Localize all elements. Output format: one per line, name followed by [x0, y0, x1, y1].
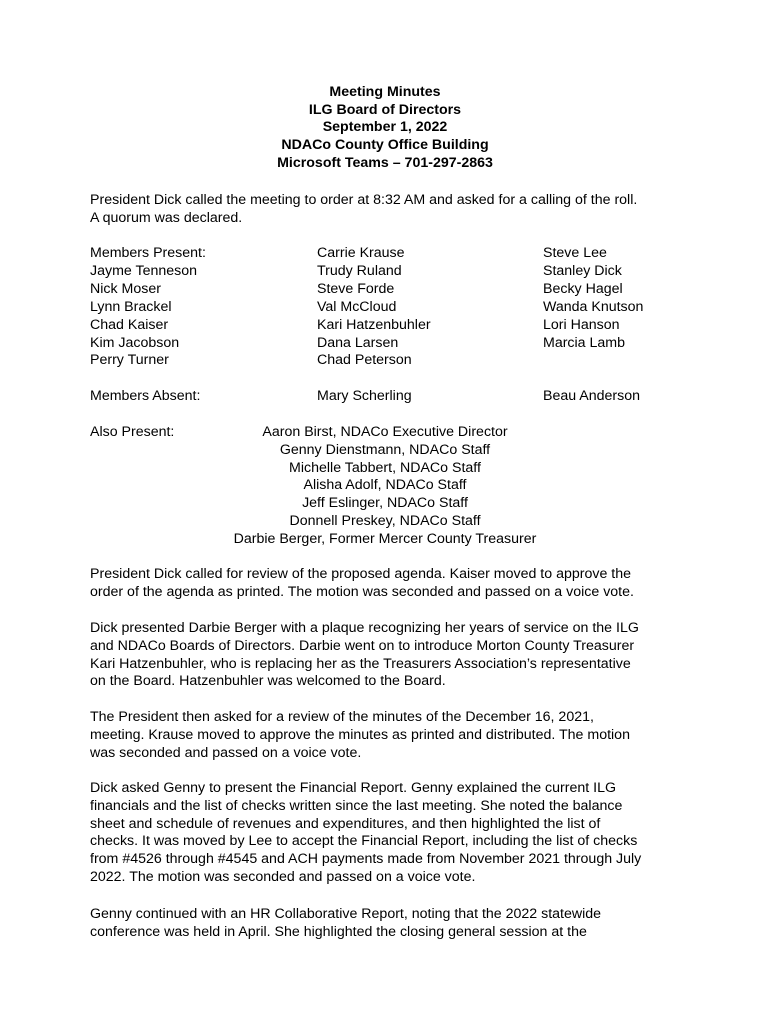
text-line: The President then asked for a review of the minutes of the December 16, 2021, [90, 709, 594, 725]
guest-name: Aaron Birst, NDACo Executive Director [262, 424, 508, 440]
minutes-review-paragraph [90, 709, 690, 762]
header-line: ILG Board of Directors [308, 101, 462, 118]
text-line: on the Board. Hatzenbuhler was welcomed to the Board. [90, 673, 446, 690]
guest-name: Donnell Preskey, NDACo Staff [289, 512, 481, 529]
members-absent-label: Members Absent: [90, 388, 201, 404]
member-name: Becky Hagel [543, 280, 623, 297]
minutes-header [0, 84, 770, 173]
member-name: Carrie Krause [317, 245, 405, 261]
text-line: sheet and schedule of revenues and expenditures, and then highlighted the list of [90, 815, 601, 832]
text-line: financials and the list of checks written since the last meeting. She noted the balance [90, 797, 623, 814]
member-name: Nick Moser [90, 280, 161, 297]
text-line: order of the agenda as printed. The motion was seconded and passed on a voice vote. [90, 583, 634, 600]
guest-name: Jeff Eslinger, NDACo Staff [302, 495, 468, 512]
text-line: from #4526 through #4545 and ACH payments made from November 2021 through July [90, 851, 642, 868]
member-name: Kari Hatzenbuhler [317, 316, 431, 333]
member-name: Chad Kaiser [90, 316, 169, 333]
text-line: Genny continued with an HR Collaborative Report, noting that the 2022 statewide [90, 906, 602, 922]
text-line: checks. It was moved by Lee to accept the Financial Report, including the list of checks [90, 833, 638, 850]
absent-member-name: Mary Scherling [317, 388, 412, 404]
intro-paragraph [90, 192, 690, 228]
member-name: Dana Larsen [317, 334, 399, 351]
member-name: Marcia Lamb [543, 334, 626, 351]
text-line: was seconded and passed on a voice vote. [90, 744, 362, 761]
members-present-col3 [543, 245, 643, 352]
text-line: 2022. The motion was seconded and passed on a voice vote. [90, 868, 476, 885]
guest-name: Alisha Adolf, NDACo Staff [303, 477, 467, 494]
guest-name: Michelle Tabbert, NDACo Staff [289, 459, 481, 476]
plaque-paragraph [90, 620, 690, 691]
member-name: Val McCloud [317, 298, 397, 315]
member-name: Kim Jacobson [90, 334, 180, 351]
also-present-label: Also Present: [90, 424, 175, 440]
also-present-list [0, 424, 770, 549]
member-name: Lynn Brackel [90, 298, 172, 315]
member-name: Stanley Dick [543, 262, 622, 279]
text-line: Dick presented Darbie Berger with a plaque recognizing her years of service on the ILG [90, 620, 639, 636]
absent-member-name: Beau Anderson [543, 388, 641, 404]
header-line: Meeting Minutes [329, 84, 441, 100]
member-name: Lori Hanson [543, 316, 620, 333]
header-line: Microsoft Teams – 701-297-2863 [277, 154, 493, 171]
header-line: NDACo County Office Building [281, 137, 489, 154]
member-name: Jayme Tenneson [90, 262, 198, 279]
text-line: conference was held in April. She highlighted the closing general session at the [90, 923, 587, 940]
member-name: Wanda Knutson [543, 298, 644, 315]
member-name: Trudy Ruland [317, 262, 402, 279]
member-name: Steve Forde [317, 280, 395, 297]
guest-name: Genny Dienstmann, NDACo Staff [279, 441, 491, 458]
guest-name: Darbie Berger, Former Mercer County Treasurer [233, 530, 537, 547]
members-present-label: Members Present: [90, 245, 206, 261]
financial-report-paragraph [90, 780, 690, 887]
hr-report-paragraph [90, 906, 690, 942]
text-line: Dick asked Genny to present the Financial Report. Genny explained the current ILG [90, 780, 617, 796]
member-name: Perry Turner [90, 352, 169, 369]
text-line: President Dick called for review of the proposed agenda. Kaiser moved to approve the [90, 566, 632, 582]
member-name: Chad Peterson [317, 352, 412, 369]
members-present-col1 [90, 245, 206, 370]
header-line: September 1, 2022 [322, 119, 448, 136]
text-line: and NDACo Boards of Directors. Darbie went on to introduce Morton County Treasurer [90, 637, 635, 654]
text-line: meeting. Krause moved to approve the minutes as printed and distributed. The motion [90, 726, 630, 743]
text-line: Kari Hatzenbuhler, who is replacing her as the Treasurers Association’s representative [90, 655, 631, 672]
member-name: Steve Lee [543, 245, 607, 261]
text-line: A quorum was declared. [90, 209, 243, 226]
text-line: President Dick called the meeting to order at 8:32 AM and asked for a calling of the roll. [90, 192, 638, 208]
agenda-paragraph [90, 566, 690, 602]
members-present-col2 [317, 245, 431, 370]
